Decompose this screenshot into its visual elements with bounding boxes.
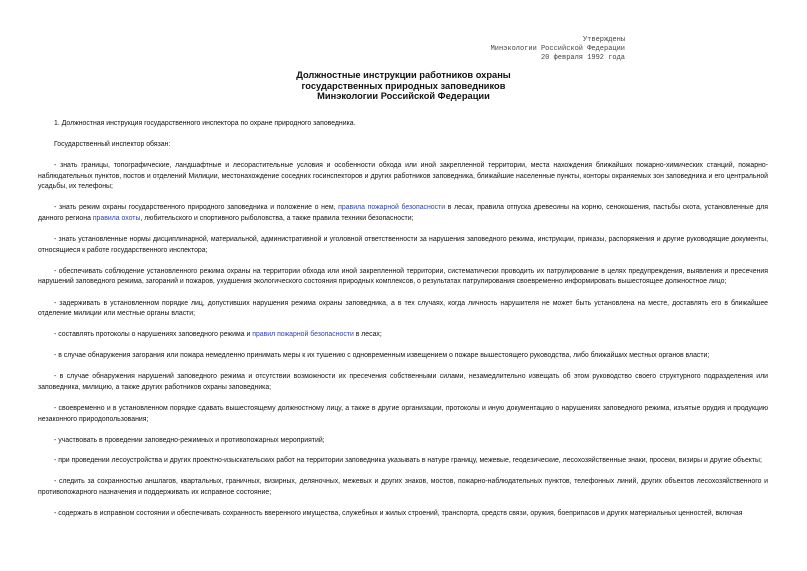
paragraph (38, 330, 768, 341)
approval-stamp (491, 36, 625, 63)
paragraph-text: в лесах; (353, 331, 382, 339)
paragraph-text: - знать режим охраны государственного природного заповедника и положение о нем, (54, 204, 339, 212)
paragraph-text: , любительского и спортивного рыболовства, а также правила техники безопасности; (140, 215, 414, 223)
paragraph-text: - составлять протоколы о нарушениях заповедного режима и (54, 331, 253, 339)
paragraph: - знать границы, топографические, ландшафтные и лесорастительные условия и особенности обхода или иной закрепленной территории, места нахождения ближайших пожарно-химических станций, пожарно-наблюдательных пунктов, постов и отделений Милиции, местонахождение соседних госинспекторов и других работников заповедника, ближайшие населенные пункты, конторы охраняемых зон заповедника и его центральной усадьбы, их телефоны; (38, 162, 768, 191)
title-line: Минэкологии Российской Федерации (317, 91, 490, 101)
title-line: государственных природных заповедников (301, 80, 506, 91)
paragraph: Государственный инспектор обязан: (54, 141, 171, 149)
paragraph: - обеспечивать соблюдение установленного режима охраны на территории обхода или иной закрепленной территории, систематически проводить их патрулирование в целях предупреждения, выявления и пресечения нарушений заповедного режима, загораний и пожаров, ухудшения экологического состояния природных комплексов, о результатах патрулирования своевременно информировать вышестоящее должностное лицо; (38, 267, 768, 286)
paragraph: - следить за сохранностью аншлагов, квартальных, граничных, визирных, деляночных, межевых и других знаков, мостов, пожарно-наблюдательных пунктов, телефонных линий, других объектов лесохозяйственного и противопожарного назначения и поддерживать их исправное состояние; (38, 477, 768, 496)
paragraph: - содержать в исправном состоянии и обеспечивать сохранность вверенного имущества, служебных и жилых строений, транспорта, средств связи, оружия, боеприпасов и других материальных ценностей, включая (54, 509, 743, 517)
paragraph-text: в лесах, правила отпуска древесины на корню, сенокошения, пастьбы скота, установленные для данного региона (38, 204, 768, 223)
paragraph (38, 203, 768, 224)
hunting-rules-link[interactable]: правила охоты (92, 215, 141, 223)
paragraph: - знать установленные нормы дисциплинарной, материальной, административной и уголовной ответственности за нарушения заповедного режима, инструкции, приказы, распоряжения и другие руководящие документы, относящиеся к работе государственного инспектора; (38, 236, 768, 254)
fire-safety-rules-link[interactable]: правил пожарной безопасности (252, 331, 354, 339)
title-line: Должностные инструкции работников охраны (296, 70, 511, 80)
paragraph: - своевременно и в установленном порядке сдавать вышестоящему должностному лицу, а также в другие организации, протоколы и иную документацию о нарушениях заповедного режима, изъятые орудия и продукцию незаконного природопользования; (38, 405, 768, 423)
approval-line: Минэкологии Российской Федерации (490, 45, 625, 53)
paragraph: - в случае обнаружения загорания или пожара немедленно принимать меры к их тушению с одновременным извещением о пожаре вышестоящего руководства, либо ближайших местных органов власти; (54, 352, 710, 360)
approval-line: 20 февраля 1992 года (540, 54, 625, 62)
document-title (0, 70, 807, 102)
fire-safety-rules-link[interactable]: правила пожарной безопасности (338, 204, 446, 212)
paragraph: - при проведении лесоустройства и других проектно-изыскательских работ на территории заповедника указывать в натуре границу, межевые, геодезические, лесохозяйственные знаки, просеки, визиры и другие объекты; (54, 456, 762, 464)
paragraph: - в случае обнаружения нарушений заповедного режима и отсутствии возможности их пресечения собственными силами, незамедлительно извещать об этом руководство своего структурного подразделения или заповедника, милицию, а также других работников охраны заповедника; (38, 373, 768, 391)
paragraph: - участвовать в проведении заповедно-режимных и противопожарных мероприятий; (54, 436, 325, 444)
paragraph: - задерживать в установленном порядке лиц, допустивших нарушения режима охраны заповедника, а в тех случаях, когда личность нарушителя не может быть установлена на месте, доставлять его в ближайшее отделение милиции или местные органы власти; (38, 299, 768, 318)
document-body (38, 119, 768, 530)
paragraph: 1. Должностная инструкция государственного инспектора по охране природного заповедника. (54, 120, 356, 127)
approval-line: Утверждены (582, 36, 625, 44)
